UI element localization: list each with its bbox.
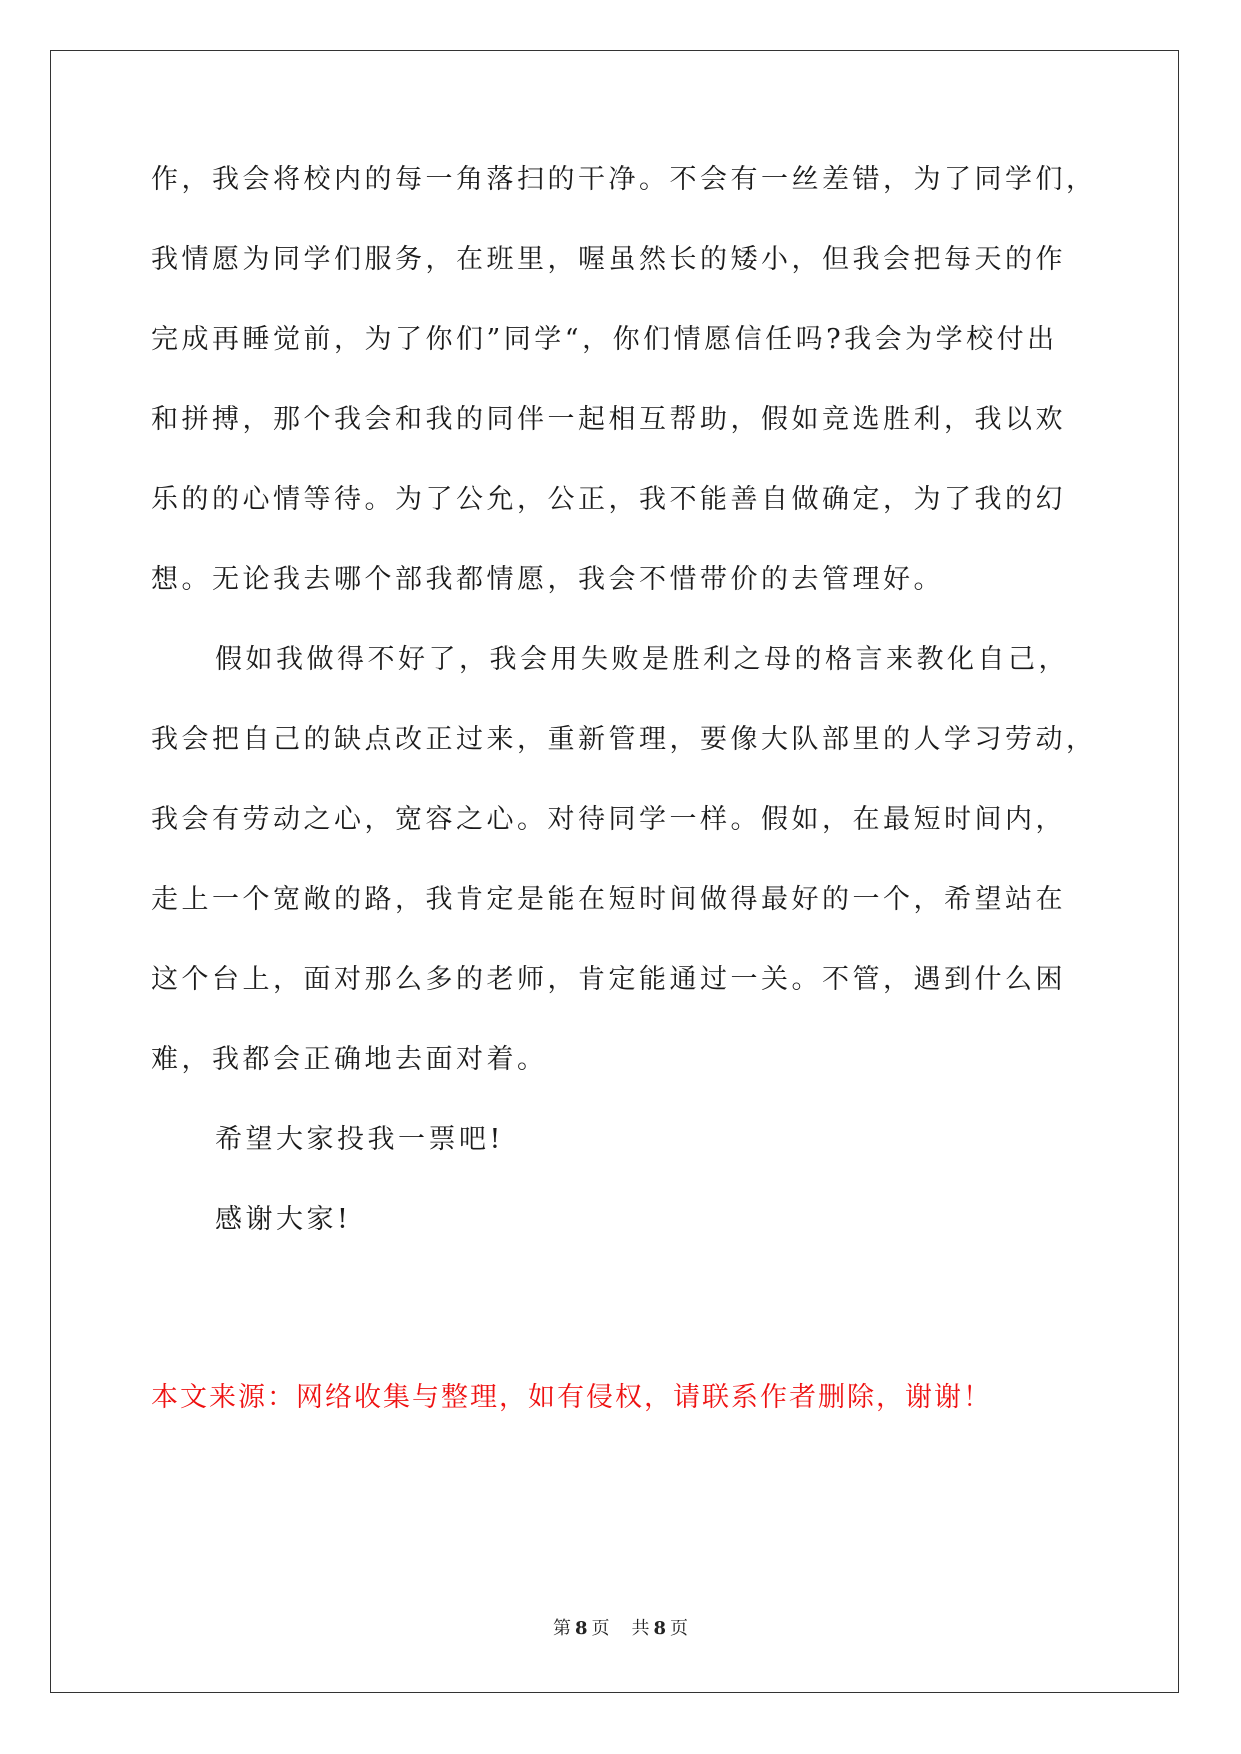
paragraph-line: 乐的的心情等待。为了公允，公正，我不能善自做确定，为了我的幻 bbox=[151, 484, 1066, 515]
total-pages: 8 bbox=[653, 1618, 667, 1639]
paragraph-line: 作，我会将校内的每一角落扫的干净。不会有一丝差错，为了同学们， bbox=[151, 164, 1097, 195]
paragraph-line: 和拼搏，那个我会和我的同伴一起相互帮助，假如竞选胜利，我以欢 bbox=[151, 404, 1066, 435]
total-prefix: 共 bbox=[631, 1618, 650, 1639]
paragraph-line: 走上一个宽敞的路，我肯定是能在短时间做得最好的一个，希望站在 bbox=[151, 884, 1066, 915]
source-note: 本文来源：网络收集与整理，如有侵权，请联系作者删除，谢谢！ bbox=[151, 1382, 992, 1413]
paragraph-line: 我会有劳动之心，宽容之心。对待同学一样。假如，在最短时间内， bbox=[151, 804, 1066, 835]
closing-line: 希望大家投我一票吧! bbox=[215, 1124, 504, 1155]
page-prefix: 第 bbox=[552, 1618, 571, 1639]
document-body bbox=[151, 156, 1097, 1276]
paragraph-line: 完成再睡觉前，为了你们”同学“，你们情愿信任吗?我会为学校付出 bbox=[151, 324, 1058, 355]
paragraph-line: 难，我都会正确地去面对着。 bbox=[151, 1044, 548, 1075]
total-suffix: 页 bbox=[670, 1618, 689, 1639]
paragraph-line: 想。无论我去哪个部我都情愿，我会不惜带价的去管理好。 bbox=[151, 564, 944, 595]
paragraph-line: 假如我做得不好了，我会用失败是胜利之母的格言来教化自己， bbox=[215, 644, 1069, 675]
closing-line: 感谢大家! bbox=[215, 1204, 352, 1235]
paragraph-line: 我会把自己的缺点改正过来，重新管理，要像大队部里的人学习劳动， bbox=[151, 724, 1097, 755]
page-number: 8 bbox=[574, 1618, 588, 1639]
paragraph-line: 我情愿为同学们服务，在班里，喔虽然长的矮小，但我会把每天的作 bbox=[151, 244, 1066, 275]
page-footer bbox=[0, 1614, 1241, 1640]
paragraph-line: 这个台上，面对那么多的老师，肯定能通过一关。不管，遇到什么困 bbox=[151, 964, 1066, 995]
page-suffix: 页 bbox=[591, 1618, 610, 1639]
